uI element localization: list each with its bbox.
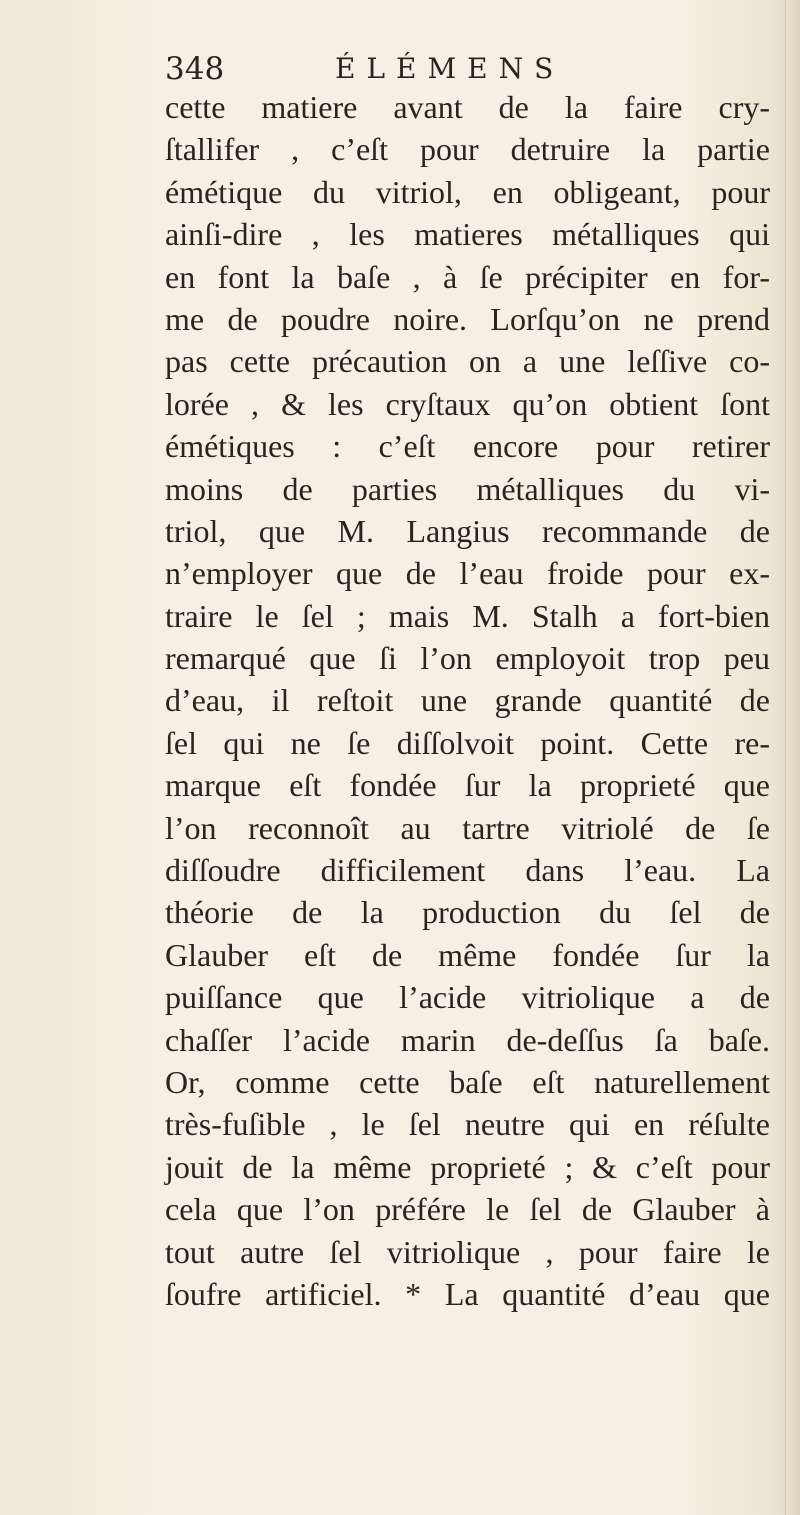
text-line: diſſoudre difficilement dans l’eau. La — [165, 852, 770, 889]
text-line: tout autre ſel vitriolique , pour faire le — [165, 1233, 770, 1270]
text-line: lorée , & les cryſtaux qu’on obtient ſont — [165, 385, 770, 422]
body-text — [165, 86, 770, 1315]
text-line: ſtallifer , c’eſt pour detruire la partie — [165, 131, 770, 168]
text-line: Or, comme cette baſe eſt naturellement — [165, 1063, 770, 1100]
text-line: n’employer que de l’eau froide pour ex- — [165, 555, 770, 592]
text-line: marque eſt fondée ſur la proprieté que — [165, 767, 770, 804]
text-line: pas cette précaution on a une leſſive co- — [165, 343, 770, 380]
page-edge — [785, 0, 800, 1515]
running-title: ÉLÉMENS — [335, 52, 565, 85]
text-line: moins de parties métalliques du vi- — [165, 470, 770, 507]
text-line: Glauber eſt de même fondée ſur la — [165, 936, 770, 973]
text-line: théorie de la production du ſel de — [165, 894, 770, 931]
text-line: ſel qui ne ſe diſſolvoit point. Cette re- — [165, 724, 770, 761]
text-line: triol, que M. Langius recommande de — [165, 512, 770, 549]
text-line: ſoufre artificiel. * La quantité d’eau que — [165, 1275, 770, 1312]
text-line: d’eau, il reſtoit une grande quantité de — [165, 682, 770, 719]
text-line: ainſi-dire , les matieres métalliques qui — [165, 216, 770, 253]
text-line: jouit de la même proprieté ; & c’eſt pour — [165, 1148, 770, 1185]
text-line: chaſſer l’acide marin de-deſſus ſa baſe. — [165, 1021, 770, 1058]
text-line: cette matiere avant de la faire cry- — [165, 89, 770, 125]
text-line: traire le ſel ; mais M. Stalh a fort-bien — [165, 597, 770, 634]
text-line: me de poudre noire. Lorſqu’on ne prend — [165, 300, 770, 337]
text-line: l’on reconnoît au tartre vitriolé de ſe — [165, 809, 770, 846]
text-line: émétique du vitriol, en obligeant, pour — [165, 173, 770, 210]
text-line: très-fuſible , le ſel neutre qui en réſulte — [165, 1106, 770, 1143]
text-line: remarqué que ſi l’on employoit trop peu — [165, 640, 770, 677]
text-line: cela que l’on préfére le ſel de Glauber à — [165, 1191, 770, 1228]
page-number: 348 — [165, 51, 225, 87]
text-line: en font la baſe , à ſe précipiter en for- — [165, 258, 770, 295]
text-line: puiſſance que l’acide vitriolique a de — [165, 979, 770, 1016]
text-line: émétiques : c’eſt encore pour retirer — [165, 428, 770, 465]
